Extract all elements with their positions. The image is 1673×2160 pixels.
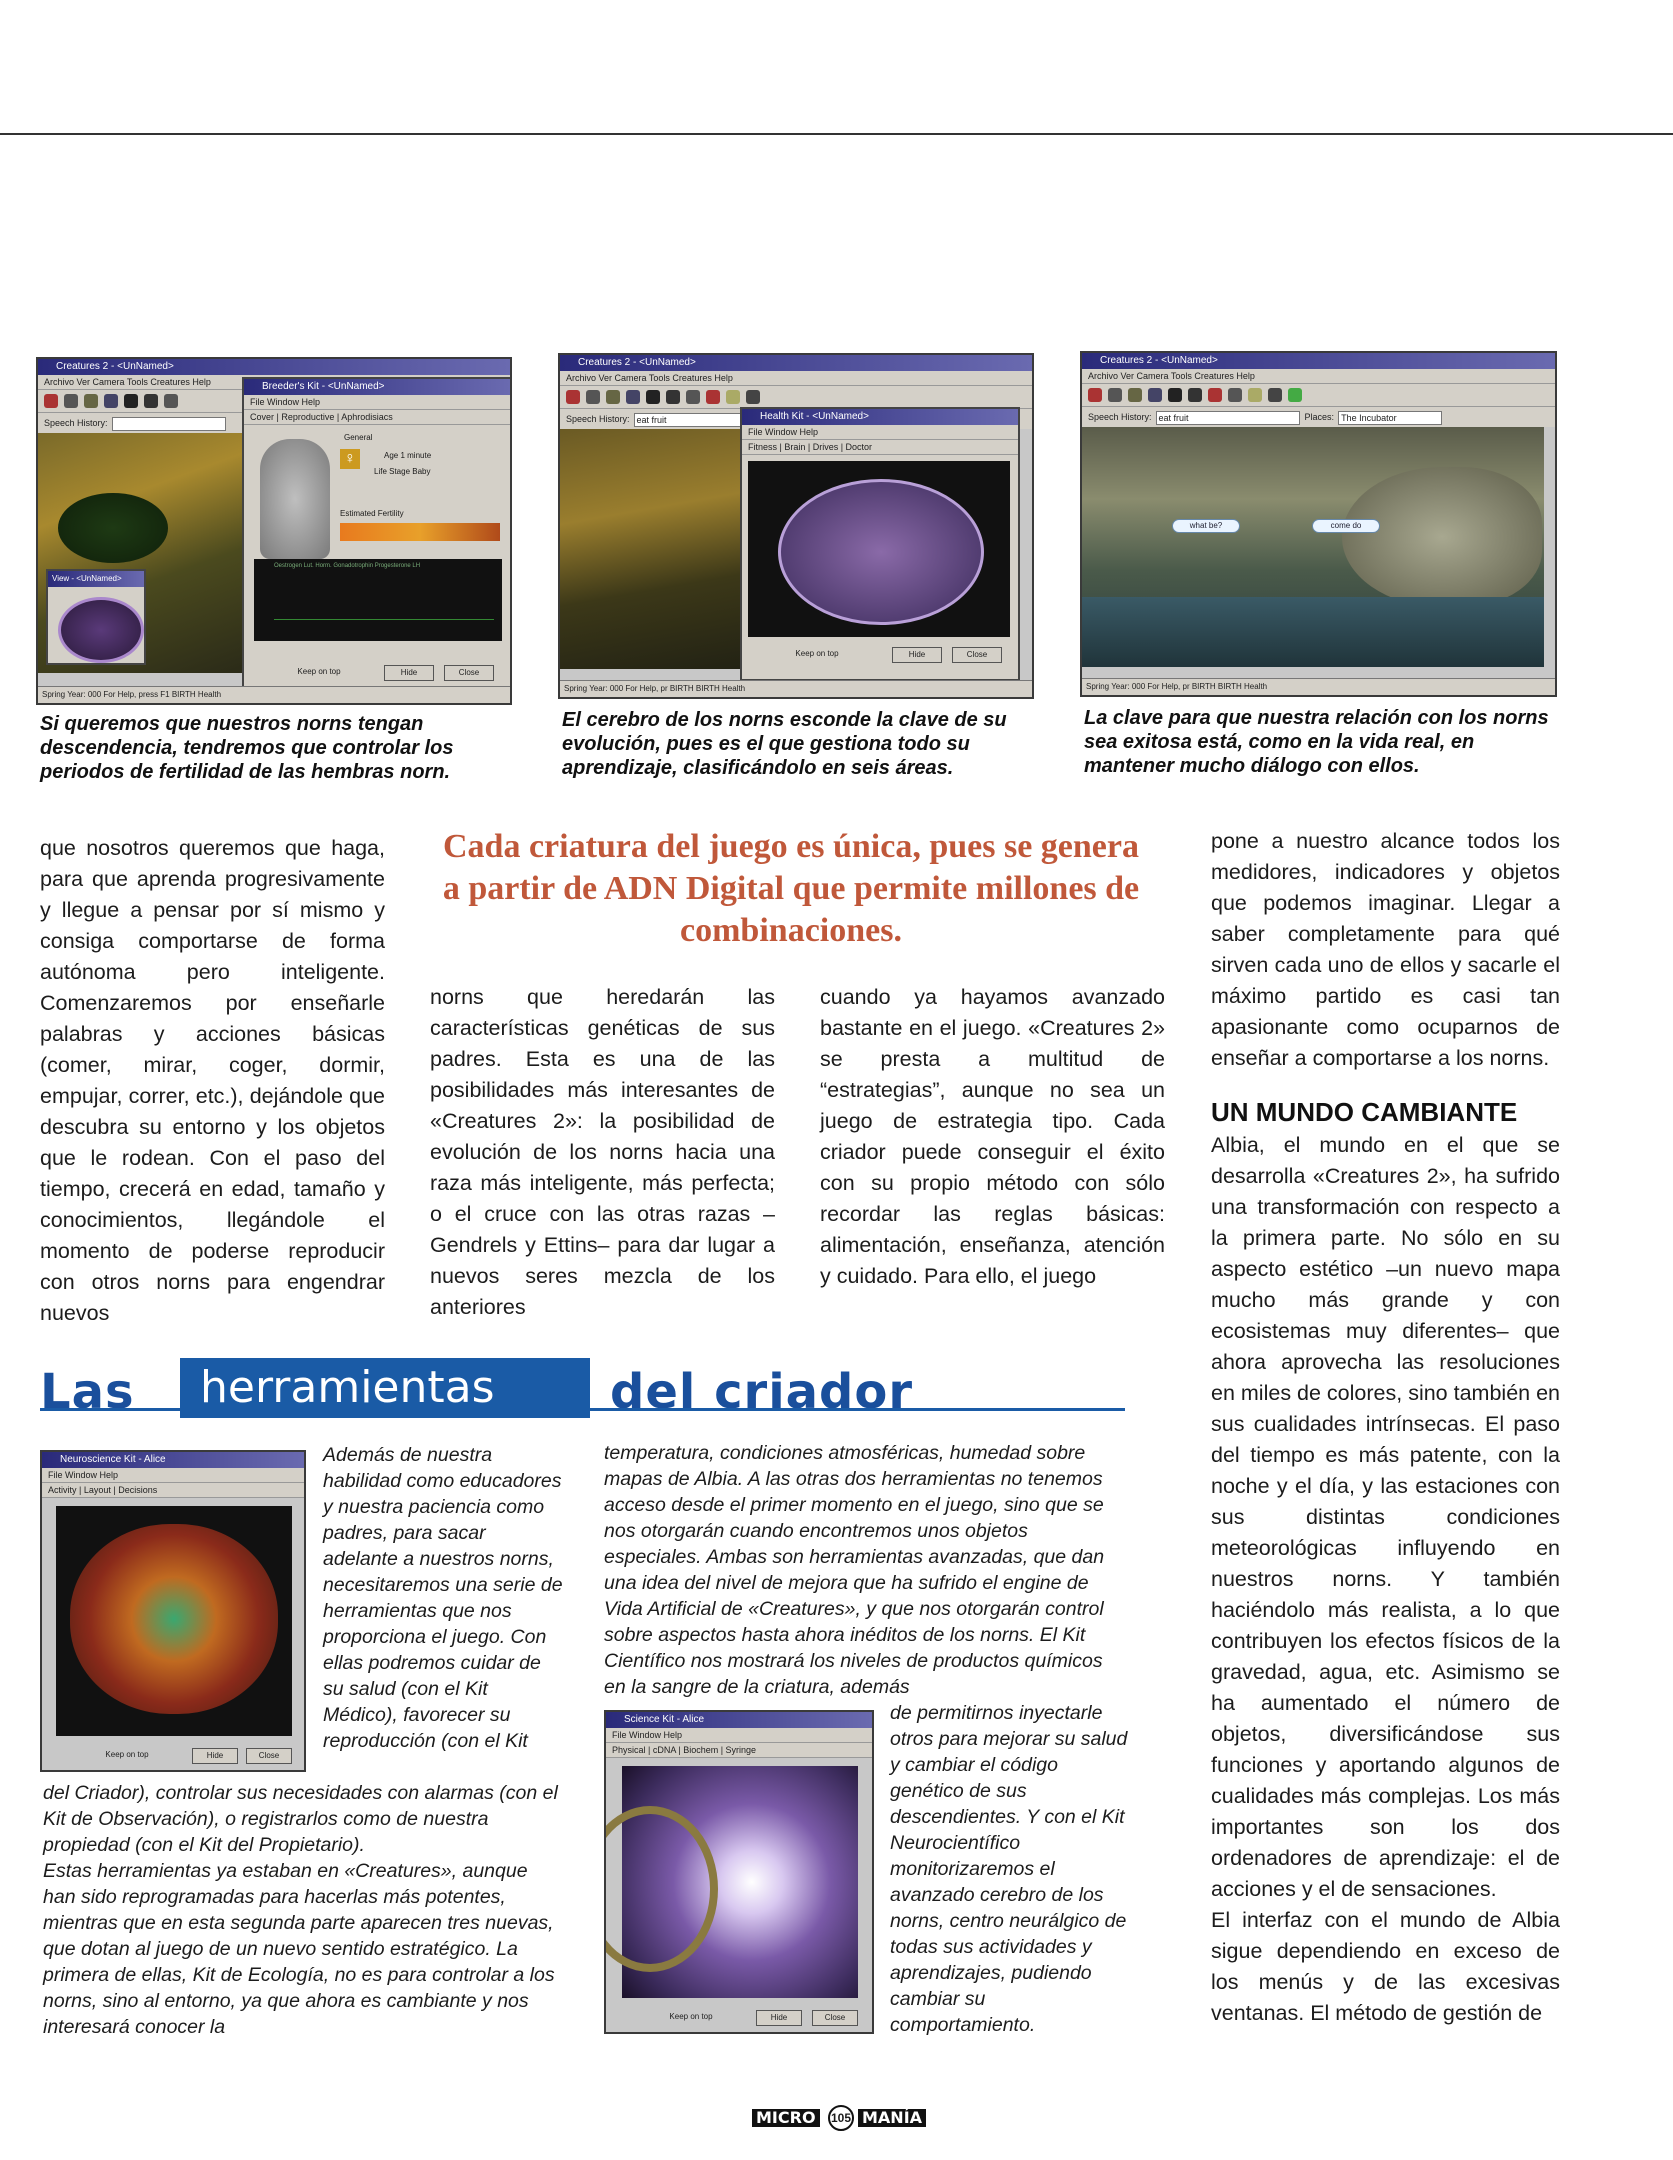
health-kit-window: Health Kit - <UnNamed> File Window Help Fitness | Brain | Drives | Doctor Keep on top Hide Close xyxy=(740,407,1020,681)
page-number: 105 xyxy=(828,2105,854,2131)
article-col-3: cuando ya hayamos avanzado bastante en el juego. «Creatures 2» se presta a multitud de “estrategias”, aunque no sea un juego de estrategia tipo. Cada criador puede conseguir el éxito con su propio método con sólo recordar las reglas básicas: alimentación, enseñanza, atención y cuidado. Para ello, el juego xyxy=(820,985,1165,1288)
menu-bar: Archivo Ver Camera Tools Creatures Help xyxy=(38,375,510,389)
screenshot-health-kit: Creatures 2 - <UnNamed> Archivo Ver Camera Tools Creatures Help Speech History: eat fruit Health Kit - <UnNamed> File Window Help Fitness | Brain | Drives | Doctor Keep on top Hide Close Spring Year: 000 For Help, pr BIRTH BIRTH Health xyxy=(558,353,1034,699)
screenshot-incubator: Creatures 2 - <UnNamed> Archivo Ver Camera Tools Creatures Help Speech History: eat fruit Places: The Incubator what be? come do Spring Year: 000 For Help, pr BIRTH BIRTH Health xyxy=(1080,351,1557,697)
sidebar-text-full: del Criador), controlar sus necesidades con alarmas (con el Kit de Observación), o registrarlos como de nuestra propiedad (con el Kit del Propietario). Estas herramientas ya estaban en «Creatures», aunque han sido reprogramadas para hacerlas más potentes, mientras que en esta segunda parte aparecen tres nuevas, que dotan al juego de un nuevo sentido estratégico. La primera de ellas, Kit de Ecología, no es para controlar a los norns, sino al entorno, ya que ahora es cambiante y nos interesará conocer la xyxy=(43,1782,558,2038)
caption-2: El cerebro de los norns esconde la clave de su evolución, pues es el que gestiona todo su aprendizaje, clasificándolo en seis áreas. xyxy=(562,709,1007,779)
sidebar-text-col-2: temperatura, condiciones atmosféricas, humedad sobre mapas de Albia. A las otras dos herramientas no tenemos acceso desde el primer momento en el juego, sino que se nos otorgarán cuando encontremos unos objetos especiales. Ambas son herramientas avanzadas, que dan una idea del nivel de mejora que ha sufrido el engine de Vida Artificial de «Creatures», y que nos otorgarán control sobre aspectos hasta ahora inéditos de los norns. El Kit Científico nos mostrará los niveles de productos químicos en la sangre de la criatura, además xyxy=(604,1442,1105,1698)
caption-3: La clave para que nuestra relación con los norns sea exitosa está, como en la vida real, en mantener mucho diálogo con ellos. xyxy=(1084,707,1549,777)
magazine-logo-right: MANÍA xyxy=(858,2109,926,2127)
game-scene xyxy=(560,429,750,669)
magazine-logo-left: MICRO xyxy=(752,2109,820,2127)
sidebar-text-wrap-2: de permitirnos inyectarle otros para mejorar su salud y cambiar el código genético de sus descendientes. Y con el Kit Neurocientífico monitorizaremos el avanzado cerebro de los norns, centro neurálgico de todas sus actividades y aprendizajes, pudiendo cambiar su comportamiento. xyxy=(890,1702,1128,2036)
sidebar-rule xyxy=(40,1408,1125,1411)
subwindow-small: View - <UnNamed> xyxy=(46,569,146,665)
game-scene xyxy=(1082,427,1544,667)
screenshot-breeders-kit xyxy=(36,357,512,705)
screenshot-neuroscience-kit: Neuroscience Kit - Alice File Window Help Activity | Layout | Decisions Keep on top Hide Close xyxy=(40,1450,306,1772)
kit-tabs: Cover | Reproductive | Aphrodisiacs xyxy=(244,409,510,425)
sidebar-text-wrap-1: Además de nuestra habilidad como educadores y nuestra paciencia como padres, para sacar adelante a nuestros norns, necesitaremos una serie de herramientas que nos proporciona el juego. Con ellas podremos cuidar de su salud (con el Kit Médico), favorecer su reproducción (con el Kit xyxy=(323,1444,563,1752)
article-col-1: que nosotros queremos que haga, para que aprenda progresivamente y llegue a pensar por sí mismo y consiga comportarse de forma autónoma pero inteligente. Comenzaremos por enseñarle palabras y acciones básicas (comer, mirar, coger, dormir, empujar, correr, etc.), dejándole que descubra su entorno y los objetos que le rodean. Con el paso del tiempo, crecerá en edad, tamaño y conocimientos, llegándole el momento de poderse reproducir con otros norns para engendrar nuevos xyxy=(40,836,385,1325)
fertility-bar xyxy=(340,523,500,541)
fertility-graph: Oestrogen Lut. Horm. Gonadotrophin Progesterone LH xyxy=(254,559,502,641)
breeders-kit-window: Breeder's Kit - <UnNamed> File Window Help Cover | Reproductive | Aphrodisiacs General ♀ Age 1 minute Life Stage Baby Estimated Fertility Oestrogen Lut. Horm. Gonadotrophin Progesterone LH Keep on top Hide Close xyxy=(242,377,512,695)
brain-scan xyxy=(56,1506,292,1736)
sidebar-title-word-2: herramientas xyxy=(200,1362,495,1413)
article-col-2: norns que heredarán las características genéticas de sus padres. Esta es una de las posibilidades más interesantes de «Creatures 2»: la posibilidad de evolución de los norns hacia una raza más inteligente, más perfecta; o el cruce con las otras razas –Gendrels y Ettins– para dar lugar a nuevos seres mezcla de los anteriores xyxy=(430,985,775,1319)
speech-history: Speech History: xyxy=(38,413,510,433)
article-col-4: pone a nuestro alcance todos los medidores, indicadores y objetos que podemos imaginar. Llegar a saber completamente para qué sirven cada uno de ellos y sacarle el máximo partido es casi tan apasionante como ocuparnos de enseñar a comportarse a los norns. UN MUNDO CAMBIANTE Albia, el mundo en el que se desarrolla «Creatures 2», ha sufrido una transformación con respecto a la primera parte. No sólo en su aspecto estético –un nuevo mapa mucho más grande y con ecosistemas muy diferentes– que ahora aprovecha las resoluciones en miles de colores, sino también en sus cualidades intrínsecas. El paso del tiempo es más patente, con la noche y el día, y las estaciones con sus distintas condiciones meteorológicas influyendo en nuestros norns. Y también haciéndolo más realista, a lo que contribuyen los efectos físicos de la gravedad, agua, etc. Asimismo se ha aumentado el número de objetos, diversificándose sus funciones y aportando algunos de cualidades más complejas. Los más importantes son los dos ordenadores de aprendizaje: el de acciones y el de sensaciones. El interfaz con el mundo de Albia sigue dependiendo en exceso de los menús y de las excesivas ventanas. El método de gestión de xyxy=(1211,829,1560,2025)
window-title: Creatures 2 - <UnNamed> xyxy=(38,359,510,375)
female-icon: ♀ xyxy=(340,449,360,469)
sidebar-title-word-3: del criador xyxy=(610,1364,914,1420)
section-subhead: UN MUNDO CAMBIANTE xyxy=(1211,1097,1518,1127)
syringe-view xyxy=(622,1766,858,1998)
caption-1: Si queremos que nuestros norns tengan descendencia, tendremos que controlar los periodos de fertilidad de las hembras norn. xyxy=(40,713,454,783)
screenshot-science-kit: Science Kit - Alice File Window Help Physical | cDNA | Biochem | Syringe Keep on top Hide Close xyxy=(604,1710,874,2034)
pull-quote: Cada criatura del juego es única, pues se genera a partir de ADN Digital que permite millones de combinaciones. xyxy=(442,828,1140,949)
norn-portrait xyxy=(260,439,330,559)
sidebar-title-word-1: Las xyxy=(40,1364,135,1420)
status-bar: Spring Year: 000 For Help, press F1 BIRTH Health xyxy=(38,686,510,703)
brain-view xyxy=(748,461,1010,637)
top-rule xyxy=(0,133,1673,135)
page-footer xyxy=(752,2105,938,2131)
